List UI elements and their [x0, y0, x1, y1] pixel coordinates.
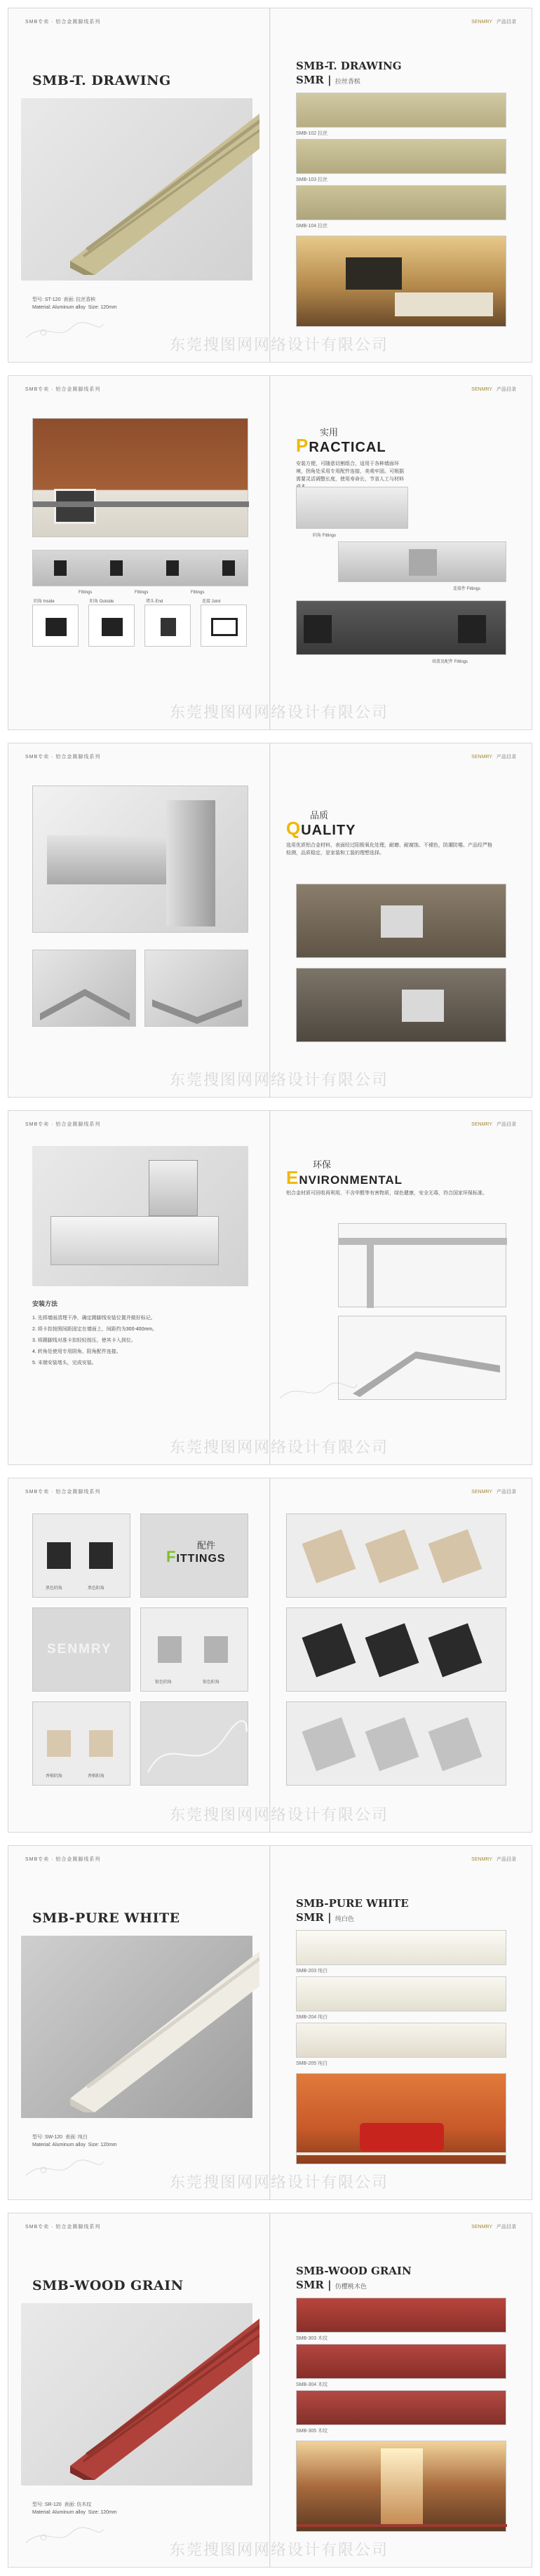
- series-title-line2: SMR | 仿樱桃木色: [296, 2279, 367, 2291]
- header-brand: SENMRY: [471, 755, 492, 760]
- feature-initial: F: [166, 1548, 177, 1565]
- page-right: [271, 1478, 532, 1832]
- watermark: 东莞搜图网网络设计有限公司: [170, 337, 389, 354]
- swatch-label-1: SMB-203 纯白: [296, 1969, 328, 1974]
- inside-corner-shape: [33, 950, 137, 1027]
- bar-label-2: Fittings: [135, 591, 149, 595]
- watermark: 东莞搜图网网络设计有限公司: [170, 1807, 389, 1824]
- header-right: [471, 18, 516, 25]
- page-left: [8, 1846, 269, 2199]
- thumb-label-1: 阴角 Inside: [34, 600, 55, 604]
- swatch-3: [296, 2023, 506, 2058]
- swatch-1: [296, 93, 506, 128]
- swatch-3: [296, 2390, 506, 2425]
- feature-rest: RACTICAL: [309, 440, 386, 455]
- install-step-4: 4. 转角处使用专用阴角、阳角配件连接。: [32, 1349, 121, 1354]
- header-left: SMB专卖 · 铝合金踢脚线系列: [25, 1857, 101, 1862]
- profile-part: [50, 1216, 219, 1265]
- header-left: SMB专卖 · 铝合金踢脚线系列: [25, 2225, 101, 2230]
- series-code: SMR: [296, 2279, 324, 2291]
- skirting-profile-image: [21, 100, 259, 275]
- series-code: SMR: [296, 1911, 324, 1924]
- spread-practical: [8, 376, 532, 729]
- angled-corner-shape: [339, 1316, 507, 1401]
- thumb-label-4: 连接 Joint: [202, 600, 221, 604]
- feature-description: 选用优质铝合金材料，表面经过阳极氧化处理，耐磨、耐腐蚀、不褪色，防潮防霉。产品经严格检测，品质稳定，是家装和工装的理想选择。: [286, 843, 492, 856]
- swatch-label-3: SMB-205 纯白: [296, 2061, 328, 2066]
- page-right: [271, 376, 532, 729]
- quality-photo-1: [296, 884, 506, 958]
- feature-initial: P: [296, 435, 309, 456]
- fitting-label-6: 香槟阳角: [88, 1774, 105, 1779]
- thumb-label-2: 阳角 Outside: [90, 600, 114, 604]
- series-title-line1: SMB-T. DRAWING: [296, 60, 402, 72]
- header-page: 产品目录: [497, 2225, 516, 2230]
- swatch-3: [296, 185, 506, 220]
- feature-title-en: [296, 435, 386, 457]
- spread-fittings: [8, 1478, 532, 1832]
- header-left: SMB专卖 · 铝合金踢脚线系列: [25, 387, 101, 392]
- fitting-label-4: 银色阳角: [203, 1680, 220, 1685]
- swatch-1: [296, 1930, 506, 1965]
- skirting-profile-image: [21, 1937, 259, 2112]
- page-right: [271, 1111, 532, 1464]
- fitting-label-3: 端盖及配件 Fittings: [432, 660, 468, 664]
- header-brand: SENMRY: [471, 1122, 492, 1127]
- swatch-label-1: SMB-303 木纹: [296, 2336, 328, 2341]
- page-left: [8, 8, 269, 362]
- feature-rest: ITTINGS: [176, 1553, 226, 1565]
- series-cn: 拉丝香槟: [335, 78, 360, 85]
- floral-cell: [140, 1701, 248, 1786]
- install-step-1: 1. 先将墙面清理干净，确定踢脚线安装位置并做好标记。: [32, 1316, 156, 1321]
- page-left: [8, 376, 269, 729]
- header-brand: SENMRY: [471, 1490, 492, 1495]
- series-title: [296, 2264, 412, 2293]
- spread-wood-grain: [8, 2213, 532, 2567]
- watermark: 东莞搜图网网络设计有限公司: [170, 2174, 389, 2192]
- floral-decoration: [22, 2154, 107, 2183]
- fitting-photo-endcap: [296, 600, 506, 655]
- series-title-line2: SMR | 纯白色: [296, 1911, 354, 1924]
- fitting-label-2: 连接件 Fittings: [453, 587, 481, 591]
- fitting-label-3: 银色阴角: [155, 1680, 173, 1685]
- thumb-label-3: 堵头 End: [146, 600, 163, 604]
- outside-corner-shape: [145, 950, 249, 1027]
- watermark: 东莞搜图网网络设计有限公司: [170, 704, 389, 722]
- swatch-label-2: SMB-103 拉丝: [296, 177, 328, 182]
- series-cn: 纯白色: [335, 1915, 354, 1922]
- header-right: [471, 2223, 516, 2230]
- inside-corner-photo: [32, 950, 136, 1027]
- spread-environmental: [8, 1111, 532, 1464]
- watermark: 东莞搜图网网络设计有限公司: [170, 1072, 389, 1089]
- interior-room-photo: [296, 236, 506, 327]
- header-page: 产品目录: [497, 1122, 516, 1127]
- header-page: 产品目录: [497, 1490, 516, 1495]
- series-title-line1: SMB-WOOD GRAIN: [296, 2265, 412, 2277]
- connector-row-champagne: [286, 1513, 506, 1598]
- fittings-title-cell: [140, 1513, 248, 1598]
- wall-install-photo: [32, 418, 248, 537]
- swatch-label-1: SMB-102 拉丝: [296, 131, 328, 136]
- install-title: 安装方法: [32, 1300, 58, 1307]
- series-title-line1: SMB-PURE WHITE: [296, 1897, 409, 1910]
- brand-mark-cell: [32, 1607, 130, 1692]
- feature-title-cn: 配件: [197, 1540, 216, 1551]
- header-page: 产品目录: [497, 387, 516, 392]
- product-title: SMB-PURE WHITE: [32, 1910, 180, 1926]
- page-left: [8, 2213, 269, 2567]
- install-step-5: 5. 末端安装堵头，完成安装。: [32, 1361, 97, 1365]
- feature-title-cn: 环保: [313, 1159, 332, 1170]
- floral-decoration: [276, 1377, 360, 1405]
- product-title: SMB-T. DRAWING: [32, 73, 171, 88]
- swatch-2: [296, 139, 506, 174]
- corner-assembly-photo: [32, 785, 248, 933]
- fitting-thumb-2: [88, 605, 135, 647]
- product-caption: 型号: SR-120 表面: 仿木纹 Material: Aluminum alloy Size: 120mm: [32, 2502, 117, 2515]
- feature-title-cn: 品质: [310, 810, 329, 821]
- swatch-2: [296, 1976, 506, 2011]
- header-left: SMB专卖 · 铝合金踢脚线系列: [25, 1122, 101, 1127]
- install-step-3: 3. 将踢脚线对准卡扣轻轻按压，使其卡入到位。: [32, 1338, 136, 1343]
- series-code: SMR: [296, 74, 324, 86]
- bar-label-3: Fittings: [191, 591, 205, 595]
- interior-room-photo: [296, 2073, 506, 2164]
- header-left: SMB专卖 · 铝合金踢脚线系列: [25, 1490, 101, 1495]
- header-left: SMB专卖 · 铝合金踢脚线系列: [25, 20, 101, 25]
- feature-description: 铝合金材质可回收再利用，不含甲醛等有害物质，绿色健康，安全无毒，符合国家环保标准。: [286, 1191, 487, 1196]
- fitting-champagne-cell: [32, 1701, 130, 1786]
- fitting-photo-connector: [338, 541, 506, 582]
- header-right: [471, 1856, 516, 1863]
- interior-room-photo: [296, 2441, 506, 2532]
- feature-title-en: [166, 1548, 226, 1566]
- page-right: [271, 2213, 532, 2567]
- header-page: 产品目录: [497, 20, 516, 25]
- series-title-line2: SMR | 拉丝香槟: [296, 74, 360, 86]
- fitting-label-2: 黑色阳角: [88, 1586, 105, 1591]
- quality-photo-2: [296, 968, 506, 1042]
- watermark: 东莞搜图网网络设计有限公司: [170, 2542, 389, 2559]
- header-page: 产品目录: [497, 1857, 516, 1862]
- header-page: 产品目录: [497, 755, 516, 760]
- feature-title-en: [286, 818, 356, 839]
- spread-pure-white: [8, 1846, 532, 2199]
- install-step-2: 2. 将卡扣按照间距固定在墙面上，间距约为300-400mm。: [32, 1327, 158, 1332]
- fitting-black-cell: [32, 1513, 130, 1598]
- series-title: [296, 1896, 409, 1926]
- feature-title-cn: 实用: [320, 427, 339, 438]
- feature-title-en: [286, 1167, 403, 1189]
- page-left: [8, 1478, 269, 1832]
- header-right: [471, 1121, 516, 1128]
- spread-t-drawing: [8, 8, 532, 362]
- floral-decoration: [22, 317, 107, 345]
- header-brand: SENMRY: [471, 1857, 492, 1862]
- swatch-2: [296, 2344, 506, 2379]
- feature-rest: UALITY: [301, 823, 356, 838]
- connector-row-silver: [286, 1701, 506, 1786]
- header-right: [471, 753, 516, 760]
- page-left: [8, 1111, 269, 1464]
- swatch-label-3: SMB-305 木纹: [296, 2429, 328, 2434]
- fitting-label-5: 香槟阴角: [46, 1774, 63, 1779]
- feature-description: 安装方便，可随意切割组合，适用于各种墙面环境，拐角处采用专用配件连接，美观牢固。可根据需要灵活调整长度，使用寿命长，节省人工与材料: [296, 461, 404, 482]
- corner-photo-2: [338, 1316, 506, 1400]
- brand-mark: SENMRY: [47, 1642, 112, 1657]
- bar-label-1: Fittings: [79, 591, 93, 595]
- outside-corner-photo: [144, 950, 248, 1027]
- series-cn: 仿樱桃木色: [335, 2283, 367, 2290]
- page-right: [271, 1846, 532, 2199]
- fitting-thumb-4: [201, 605, 247, 647]
- fitting-label-1: 黑色阴角: [46, 1586, 63, 1591]
- spread-quality: [8, 743, 532, 1097]
- fitting-photo-silver: [296, 487, 408, 529]
- header-brand: SENMRY: [471, 387, 492, 392]
- product-caption: 型号: SW-120 表面: 纯白 Material: Aluminum alloy Size: 120mm: [32, 2135, 117, 2147]
- product-title: SMB-WOOD GRAIN: [32, 2278, 184, 2293]
- header-brand: SENMRY: [471, 20, 492, 25]
- series-title: [296, 59, 402, 88]
- fitting-silver-cell: [140, 1607, 248, 1692]
- feature-rest: NVIRONMENTAL: [299, 1173, 403, 1187]
- watermark: 东莞搜图网网络设计有限公司: [170, 1439, 389, 1457]
- fitting-thumb-1: [32, 605, 79, 647]
- header-brand: SENMRY: [471, 2225, 492, 2230]
- swatch-1: [296, 2298, 506, 2333]
- floral-decoration: [141, 1702, 249, 1786]
- page-left: [8, 743, 269, 1097]
- swatch-label-2: SMB-204 纯白: [296, 2015, 328, 2020]
- page-right: [271, 743, 532, 1097]
- feature-initial: E: [286, 1167, 299, 1188]
- skirting-profile-image: [21, 2305, 259, 2480]
- clip-part: [149, 1160, 198, 1216]
- swatch-label-2: SMB-304 木纹: [296, 2382, 328, 2387]
- skirting-strip-photo: [32, 550, 248, 586]
- header-left: SMB专卖 · 铝合金踢脚线系列: [25, 755, 101, 760]
- corner-photo-1: [338, 1223, 506, 1307]
- connector-row-black: [286, 1607, 506, 1692]
- header-right: [471, 1488, 516, 1495]
- floral-decoration: [22, 2522, 107, 2550]
- fitting-thumb-3: [144, 605, 191, 647]
- feature-initial: Q: [286, 818, 302, 839]
- swatch-label-3: SMB-104 拉丝: [296, 224, 328, 229]
- page-right: [271, 8, 532, 362]
- header-right: [471, 386, 516, 393]
- fitting-label-1: 阴角 Fittings: [313, 534, 337, 538]
- product-caption: 型号: ST-120 表面: 拉丝香槟 Material: Aluminum alloy Size: 120mm: [32, 297, 117, 310]
